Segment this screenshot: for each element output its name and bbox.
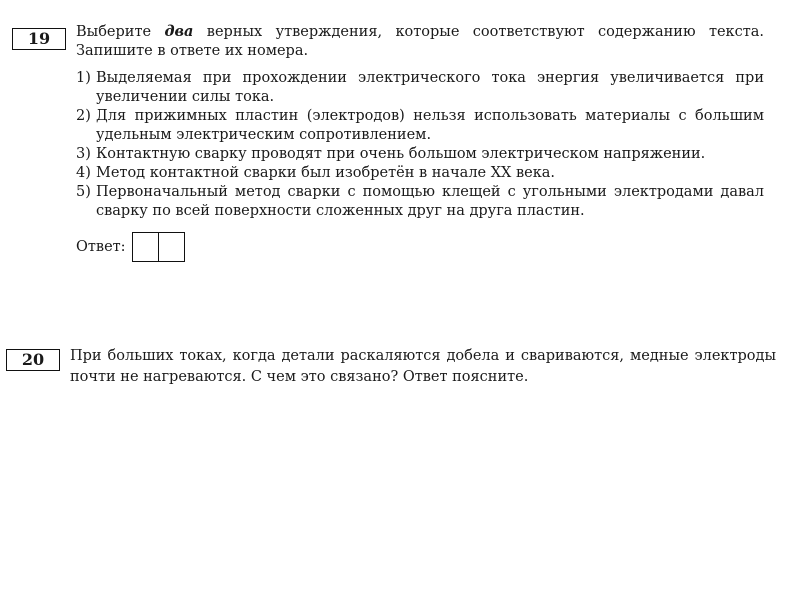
- question-19-stem: Выберите два верных утверждения, которые соответствуют содержанию текста. Запишите в ответе их номера.: [76, 23, 765, 59]
- option-1: 1) Выделяемая при прохождении электрического тока энергия увеличивается при увеличении силы тока.: [76, 70, 764, 105]
- answer-label: Ответ:: [76, 239, 126, 255]
- answer-cell-1[interactable]: [132, 232, 159, 262]
- question-19: [76, 22, 764, 221]
- question-20: [70, 346, 776, 388]
- options-list: [76, 69, 764, 221]
- option-4: 4) Метод контактной сварки был изобретён в начале XX века.: [76, 165, 556, 181]
- question-number-20: 20: [6, 349, 60, 371]
- answer-cell-2[interactable]: [158, 232, 185, 262]
- question-number-19: 19: [12, 28, 66, 50]
- option-2: 2) Для прижимных пластин (электродов) нельзя использовать материалы с большим удельным электрическим сопротивлением.: [76, 108, 764, 143]
- emphasized-word: два: [164, 23, 194, 40]
- answer-row: [76, 232, 185, 262]
- option-5: 5) Первоначальный метод сварки с помощью клещей с угольными электродами давал сварку по всей поверхности сложенных друг на друга пластин.: [76, 184, 764, 219]
- answer-boxes: [132, 232, 185, 262]
- question-20-text: При больших токах, когда детали раскаляются добела и свариваются, медные электроды почти не нагреваются. С чем это связано? Ответ поясните.: [70, 348, 776, 385]
- option-3: 3) Контактную сварку проводят при очень большом электрическом напряжении.: [76, 146, 706, 162]
